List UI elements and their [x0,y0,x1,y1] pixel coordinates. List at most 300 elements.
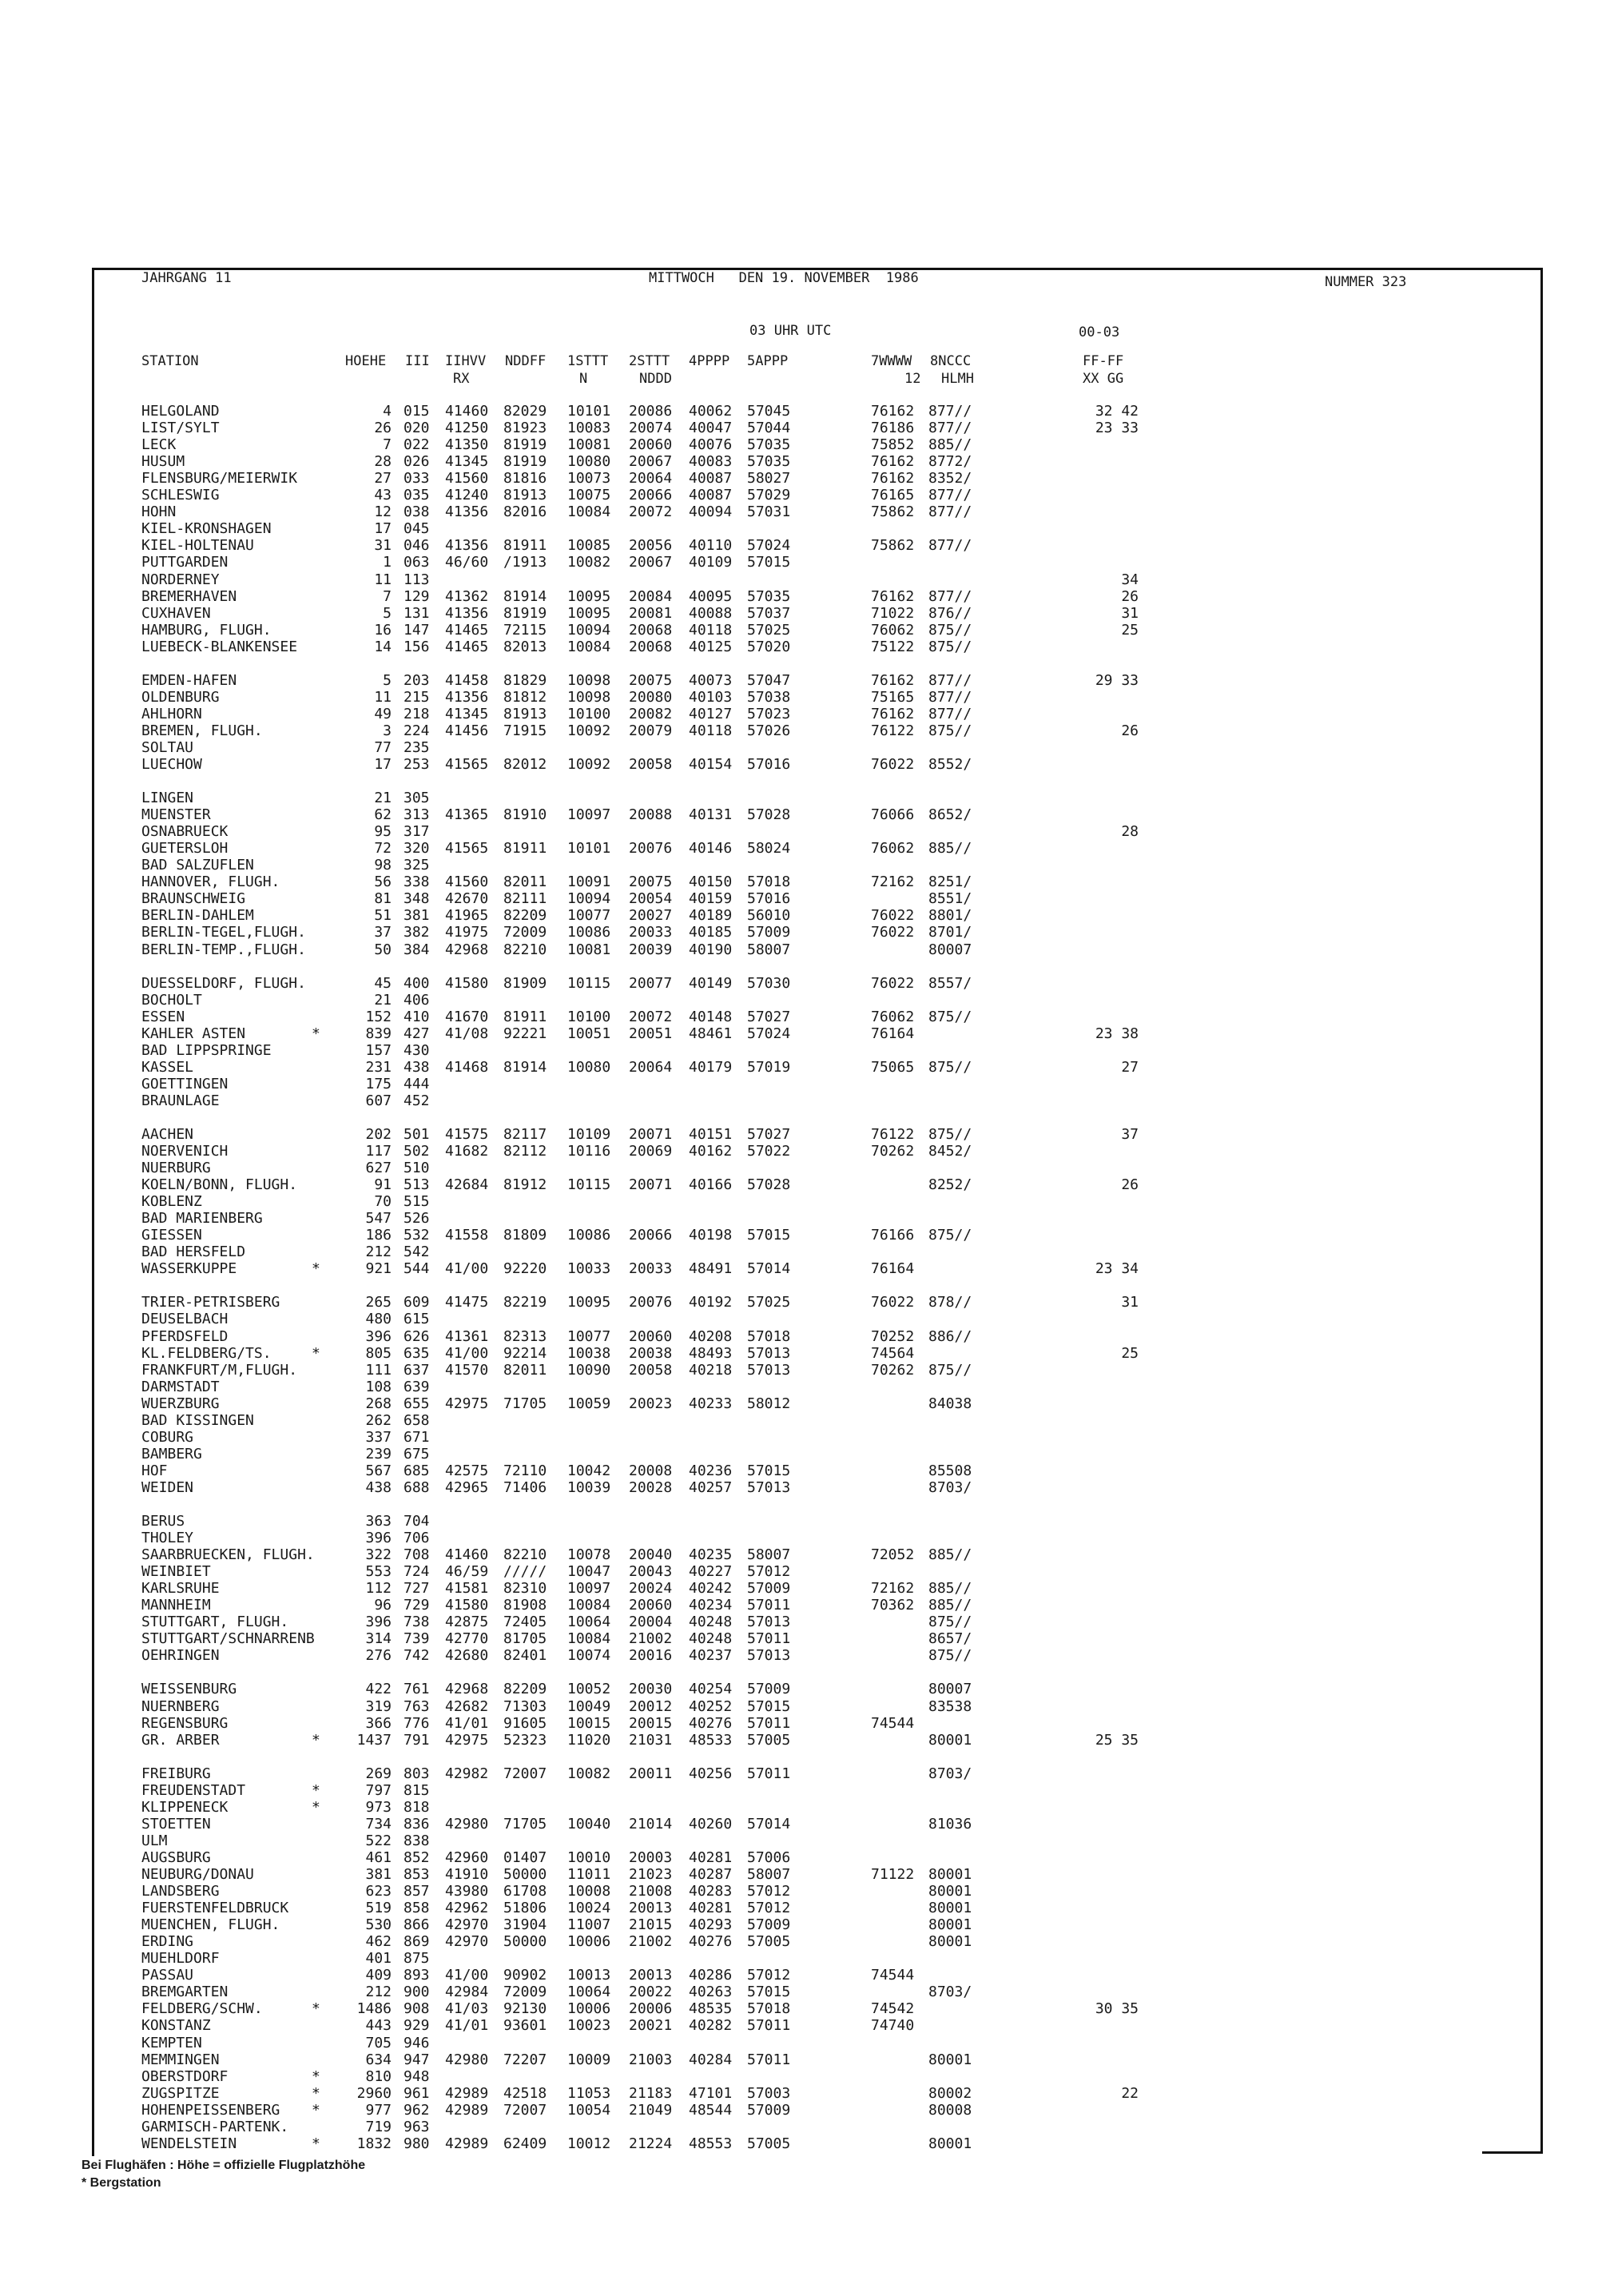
station-height: 422 [365,1681,392,1698]
group-5appp: 57015 [747,554,791,571]
group-5appp: 58007 [747,1865,791,1883]
group-5appp: 57016 [747,756,791,773]
group-iihvv: 42980 [445,1815,489,1832]
group-7wwww: 76165 [871,487,915,504]
station-row [0,1530,1598,1546]
station-name: WENDELSTEIN [141,2135,237,2152]
group-iihvv: 42770 [445,1630,489,1648]
station-height: 719 [365,2118,392,2135]
station-name: OLDENBURG [141,688,220,706]
group-4pppp: 40088 [689,604,733,622]
group-5appp: 57015 [747,1984,791,2001]
group-4pppp: 47101 [689,2084,733,2102]
station-row [0,1025,1598,1042]
group-4pppp: 40256 [689,1765,733,1782]
station-height: 12 [374,503,392,521]
group-1sttt: 10095 [567,604,611,622]
station-row [0,453,1598,470]
station-row [0,622,1598,639]
station-row [0,975,1598,992]
group-iihvv: 41465 [445,621,489,639]
station-name: GIESSEN [141,1227,202,1244]
station-number: 038 [403,503,430,521]
group-iihvv: 41/01 [445,1714,489,1732]
station-row [0,1160,1598,1176]
station-row [0,1799,1598,1816]
group-4pppp: 40118 [689,722,733,739]
station-height: 239 [365,1445,392,1462]
group-2sttt: 20040 [629,1546,673,1564]
group-nddff: 81911 [503,537,547,555]
group-1sttt: 10054 [567,2101,611,2119]
station-row [0,1328,1598,1345]
group-4pppp: 40235 [689,1546,733,1564]
group-8nccc: 885// [928,1546,972,1564]
group-5appp: 57015 [747,1697,791,1715]
group-2sttt: 20006 [629,2000,673,2018]
station-number: 438 [403,1058,430,1076]
station-name: KOELN/BONN, FLUGH. [141,1176,298,1194]
station-row [0,1866,1598,1883]
station-number: 836 [403,1815,430,1832]
station-height: 268 [365,1395,392,1412]
group-7wwww: 76022 [871,907,915,925]
station-height: 627 [365,1160,392,1176]
group-iihvv: 42875 [445,1614,489,1631]
group-1sttt: 10078 [567,1546,611,1564]
group-iihvv: 46/59 [445,1563,489,1581]
station-number: 761 [403,1681,430,1698]
group-1sttt: 10006 [567,2000,611,2018]
group-nddff: 82401 [503,1647,547,1665]
station-row [0,992,1598,1009]
group-4pppp: 40094 [689,503,733,521]
group-ff-ff: 25 [1121,1344,1139,1362]
station-number: 501 [403,1125,430,1143]
group-2sttt: 20051 [629,1025,673,1042]
group-8nccc: 885// [928,436,972,454]
group-iihvv: 42670 [445,890,489,908]
station-name: NEUBURG/DONAU [141,1865,254,1883]
group-nddff: 52323 [503,1731,547,1749]
group-nddff: 31904 [503,1916,547,1934]
station-row [0,1967,1598,1984]
station-number: 156 [403,638,430,655]
col-s2: 2STTT [629,353,670,369]
group-8nccc: 875// [928,621,972,639]
group-nddff: 72007 [503,2101,547,2119]
station-number: 639 [403,1378,430,1395]
group-nddff: 71303 [503,1697,547,1715]
group-4pppp: 40286 [689,1967,733,1984]
group-2sttt: 20077 [629,974,673,992]
station-name: LECK [141,436,177,454]
station-row [0,1513,1598,1530]
group-2sttt: 21002 [629,1630,673,1648]
station-height: 4 [383,403,392,420]
station-name: OBERSTDORF [141,2067,229,2085]
station-row [0,1462,1598,1479]
mountain-marker: * [312,1025,320,1042]
station-row [0,1311,1598,1327]
group-ff-ff: 26 [1121,722,1139,739]
group-ff-ff: 26 [1121,1176,1139,1194]
station-height: 921 [365,1260,392,1278]
group-8nccc: 877// [928,503,972,521]
station-row [0,2051,1598,2068]
group-2sttt: 20068 [629,638,673,655]
station-name: AUGSBURG [141,1848,211,1866]
station-number: 444 [403,1075,430,1092]
station-height: 16 [374,621,392,639]
group-nddff: 82219 [503,1294,547,1311]
group-5appp: 57045 [747,403,791,420]
group-2sttt: 20079 [629,722,673,739]
group-nddff: 92214 [503,1344,547,1362]
group-nddff: 81809 [503,1227,547,1244]
station-row [0,1832,1598,1849]
col-n8-sub: HLMH [941,371,974,387]
station-number: 400 [403,974,430,992]
group-5appp: 57027 [747,1008,791,1025]
group-7wwww: 70262 [871,1143,915,1160]
station-number: 218 [403,705,430,722]
group-nddff: 81829 [503,671,547,689]
station-name: BAMBERG [141,1445,202,1462]
group-1sttt: 10080 [567,1058,611,1076]
group-1sttt: 10051 [567,1025,611,1042]
station-row [0,1546,1598,1563]
station-number: 893 [403,1967,430,1984]
group-nddff: 72007 [503,1765,547,1782]
group-5appp: 57005 [747,2135,791,2152]
station-name: ERDING [141,1933,194,1951]
group-iihvv: 41565 [445,840,489,858]
group-2sttt: 20081 [629,604,673,622]
group-iihvv: 41560 [445,470,489,487]
group-1sttt: 11053 [567,2084,611,2102]
group-5appp: 57011 [747,1714,791,1732]
station-height: 401 [365,1950,392,1968]
group-2sttt: 20012 [629,1697,673,1715]
group-1sttt: 10084 [567,503,611,521]
group-1sttt: 11011 [567,1865,611,1883]
station-height: 839 [365,1025,392,1042]
station-height: 519 [365,1900,392,1916]
group-nddff: 51806 [503,1900,547,1916]
group-8nccc: 8252/ [928,1176,972,1194]
group-4pppp: 40047 [689,420,733,436]
station-name: LUEBECK-BLANKENSEE [141,638,298,655]
group-2sttt: 20054 [629,890,673,908]
station-name: ZUGSPITZE [141,2084,220,2102]
station-number: 542 [403,1244,430,1261]
station-height: 98 [374,857,392,874]
station-name: REGENSBURG [141,1714,229,1732]
group-4pppp: 40293 [689,1916,733,1934]
group-nddff: 81910 [503,806,547,824]
station-number: 317 [403,823,430,841]
group-5appp: 56010 [747,907,791,925]
group-4pppp: 40095 [689,587,733,605]
group-1sttt: 10082 [567,554,611,571]
group-1sttt: 10009 [567,2051,611,2068]
station-row [0,1126,1598,1143]
group-iihvv: 41575 [445,1125,489,1143]
group-2sttt: 20033 [629,1260,673,1278]
station-number: 384 [403,941,430,958]
station-height: 5 [383,671,392,689]
group-5appp: 57023 [747,705,791,722]
station-row [0,706,1598,722]
group-1sttt: 10094 [567,621,611,639]
station-number: 063 [403,554,430,571]
station-row [0,2135,1598,2152]
station-name: FUERSTENFELDBRUCK [141,1900,289,1916]
station-number: 502 [403,1143,430,1160]
group-5appp: 57031 [747,503,791,521]
station-height: 973 [365,1798,392,1816]
group-5appp: 58027 [747,470,791,487]
group-nddff: 71915 [503,722,547,739]
group-1sttt: 10100 [567,705,611,722]
group-2sttt: 20072 [629,1008,673,1025]
group-nddff: 01407 [503,1848,547,1866]
group-4pppp: 40127 [689,705,733,722]
group-1sttt: 11020 [567,1731,611,1749]
group-2sttt: 20011 [629,1765,673,1782]
station-name: PASSAU [141,1967,194,1984]
group-nddff: 82012 [503,756,547,773]
mountain-marker: * [312,1731,320,1749]
station-name: NOERVENICH [141,1143,229,1160]
group-ff-ff: 37 [1121,1125,1139,1143]
station-name: WASSERKUPPE [141,1260,237,1278]
station-number: 962 [403,2101,430,2119]
station-number: 020 [403,420,430,436]
group-iihvv: 41558 [445,1227,489,1244]
station-row [0,1630,1598,1647]
group-nddff: 42518 [503,2084,547,2102]
group-4pppp: 40148 [689,1008,733,1025]
group-ff-ff: 31 [1121,604,1139,622]
group-4pppp: 48553 [689,2135,733,2152]
station-row [0,1614,1598,1630]
station-row [0,2035,1598,2051]
group-5appp: 57005 [747,1731,791,1749]
station-number: 791 [403,1731,430,1749]
group-4pppp: 40146 [689,840,733,858]
station-number: 685 [403,1462,430,1479]
col-hoehe: HOEHE [345,353,387,369]
station-number: 742 [403,1647,430,1665]
station-number: 818 [403,1798,430,1816]
group-nddff: 82209 [503,1681,547,1698]
group-4pppp: 40103 [689,688,733,706]
group-4pppp: 40110 [689,537,733,555]
station-row [0,470,1598,487]
group-5appp: 57009 [747,1580,791,1598]
station-height: 45 [374,974,392,992]
group-nddff: 81911 [503,1008,547,1025]
group-8nccc: 875// [928,1125,972,1143]
group-1sttt: 10074 [567,1647,611,1665]
group-8nccc: 875// [928,1647,972,1665]
group-7wwww: 75862 [871,503,915,521]
group-5appp: 58007 [747,1546,791,1564]
group-4pppp: 40248 [689,1614,733,1631]
station-number: 739 [403,1630,430,1648]
group-1sttt: 10101 [567,403,611,420]
group-iihvv: 41/00 [445,1260,489,1278]
station-number: 033 [403,470,430,487]
group-5appp: 57013 [747,1361,791,1379]
group-iihvv: 43980 [445,1883,489,1900]
group-8nccc: 80001 [928,1933,972,1951]
group-7wwww: 76062 [871,621,915,639]
col-p5: 5APPP [747,353,789,369]
group-7wwww: 72162 [871,1580,915,1598]
group-iihvv: 42989 [445,2084,489,2102]
station-height: 1832 [356,2135,392,2152]
group-8nccc: 886// [928,1327,972,1345]
group-iihvv: 42965 [445,1478,489,1496]
station-row [0,1345,1598,1362]
group-1sttt: 10077 [567,1327,611,1345]
group-7wwww: 74544 [871,1967,915,1984]
station-number: 866 [403,1916,430,1934]
group-4pppp: 40287 [689,1865,733,1883]
group-8nccc: 8652/ [928,806,972,824]
station-number: 671 [403,1428,430,1446]
station-row [0,2017,1598,2034]
station-number: 615 [403,1311,430,1328]
group-5appp: 57011 [747,1630,791,1648]
station-height: 37 [374,924,392,941]
station-row [0,890,1598,907]
group-iihvv: 41/03 [445,2000,489,2018]
group-4pppp: 40166 [689,1176,733,1194]
group-4pppp: 40192 [689,1294,733,1311]
group-2sttt: 20028 [629,1478,673,1496]
group-5appp: 58007 [747,941,791,958]
station-row [0,605,1598,622]
group-5appp: 57009 [747,1681,791,1698]
group-2sttt: 20030 [629,1681,673,1698]
group-1sttt: 10083 [567,420,611,436]
station-row [0,1732,1598,1749]
group-iihvv: 46/60 [445,554,489,571]
group-5appp: 57038 [747,688,791,706]
jahrgang-label: JAHRGANG 11 [141,270,232,286]
group-iihvv: 42968 [445,1681,489,1698]
station-row [0,420,1598,436]
group-nddff: 81705 [503,1630,547,1648]
station-height: 977 [365,2101,392,2119]
station-row [0,1362,1598,1379]
station-row [0,2085,1598,2102]
station-name: KASSEL [141,1058,194,1076]
group-iihvv: 41975 [445,924,489,941]
station-height: 50 [374,941,392,958]
group-iihvv: 41460 [445,403,489,420]
group-2sttt: 21014 [629,1815,673,1832]
group-iihvv: 41350 [445,436,489,454]
station-number: 305 [403,790,430,806]
group-5appp: 57006 [747,1848,791,1866]
station-number: 803 [403,1765,430,1782]
group-nddff: 81919 [503,453,547,471]
mountain-marker: * [312,2000,320,2018]
group-ff-ff: 27 [1121,1058,1139,1076]
group-1sttt: 10033 [567,1260,611,1278]
station-name: SOLTAU [141,738,194,756]
station-height: 547 [365,1210,392,1228]
group-iihvv: 41581 [445,1580,489,1598]
station-height: 51 [374,907,392,925]
station-row [0,1916,1598,1933]
group-nddff: 82210 [503,1546,547,1564]
station-row [0,1412,1598,1429]
group-7wwww: 76022 [871,1294,915,1311]
station-number: 045 [403,520,430,538]
group-4pppp: 40109 [689,554,733,571]
station-name: SAARBRUECKEN, FLUGH. [141,1546,315,1564]
group-8nccc: 875// [928,1227,972,1244]
group-5appp: 57028 [747,1176,791,1194]
group-8nccc: 885// [928,840,972,858]
station-row [0,941,1598,958]
station-row [0,1782,1598,1799]
group-4pppp: 40159 [689,890,733,908]
group-1sttt: 10097 [567,806,611,824]
group-iihvv: 41345 [445,705,489,722]
group-8nccc: 877// [928,537,972,555]
group-4pppp: 40179 [689,1058,733,1076]
group-8nccc: 8701/ [928,924,972,941]
group-nddff: 81913 [503,705,547,722]
group-2sttt: 20084 [629,587,673,605]
group-8nccc: 84038 [928,1395,972,1412]
group-nddff: 82313 [503,1327,547,1345]
group-2sttt: 20039 [629,941,673,958]
station-name: LINGEN [141,790,194,806]
station-name: BERLIN-DAHLEM [141,907,254,925]
group-iihvv: 41365 [445,806,489,824]
col-s2-sub: NDDD [639,371,672,387]
group-7wwww: 76162 [871,470,915,487]
station-name: GOETTINGEN [141,1075,229,1092]
station-name: WUERZBURG [141,1395,220,1412]
group-nddff: 72115 [503,621,547,639]
station-height: 276 [365,1647,392,1665]
station-row [0,806,1598,823]
station-height: 11 [374,688,392,706]
group-8nccc: 877// [928,420,972,436]
group-2sttt: 20058 [629,756,673,773]
station-name: BERUS [141,1513,185,1530]
col-ff-sub: XX GG [1083,371,1124,387]
group-nddff: 82117 [503,1125,547,1143]
group-5appp: 57011 [747,2017,791,2035]
station-number: 763 [403,1697,430,1715]
group-4pppp: 40073 [689,671,733,689]
station-number: 224 [403,722,430,739]
group-5appp: 57035 [747,453,791,471]
station-row [0,1429,1598,1446]
col-iihvv-sub: RX [453,371,470,387]
group-5appp: 57013 [747,1647,791,1665]
